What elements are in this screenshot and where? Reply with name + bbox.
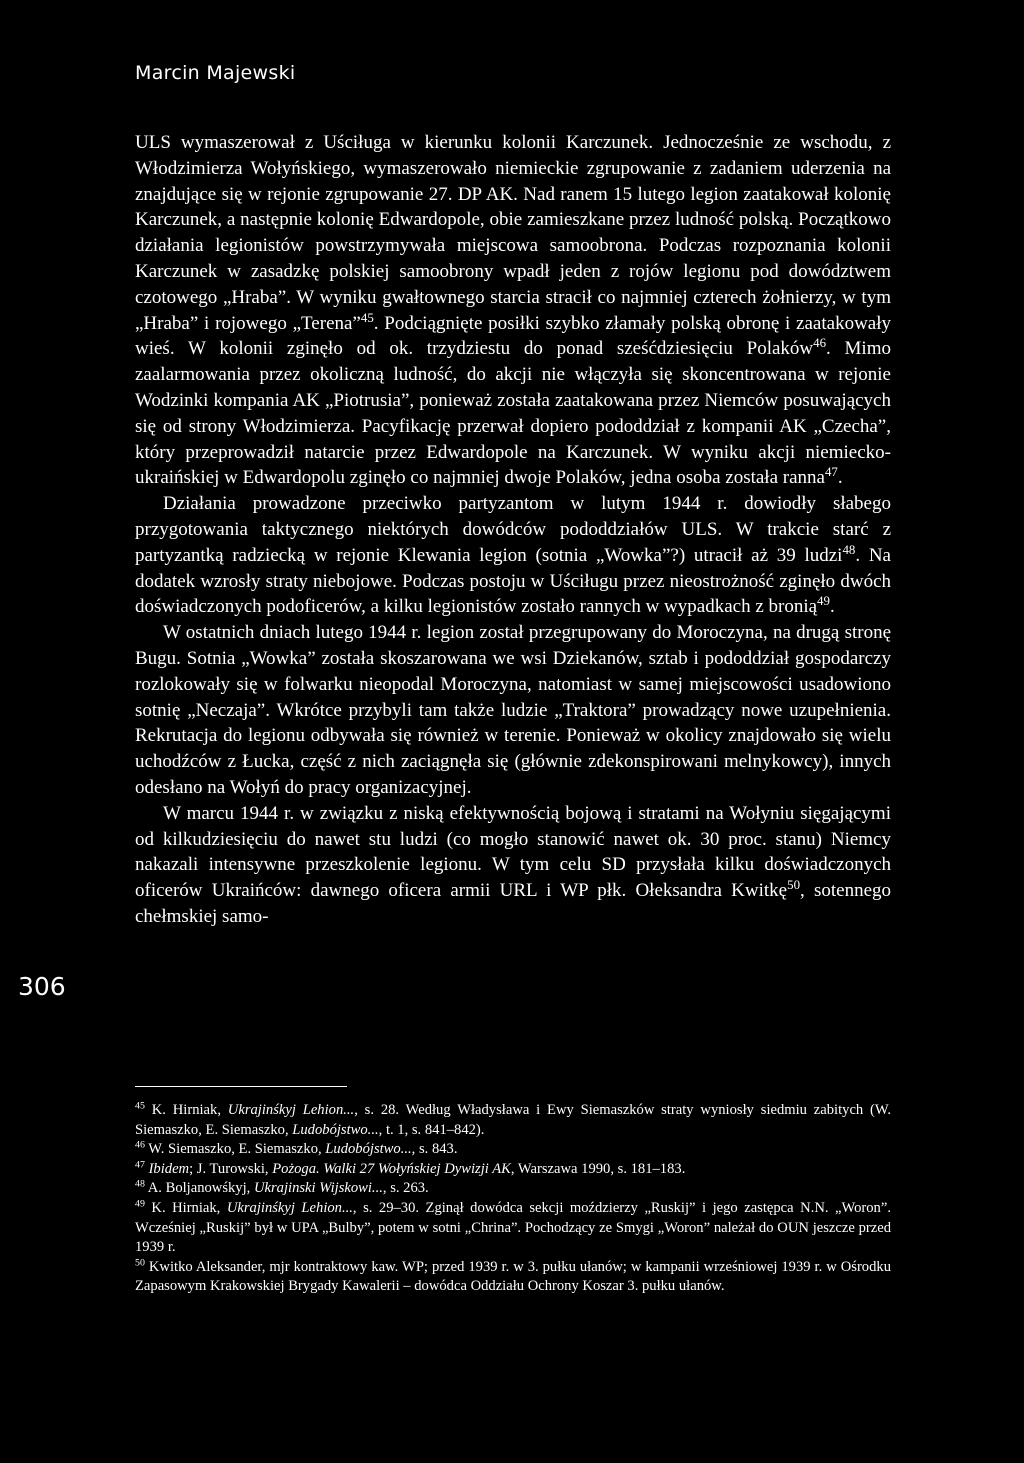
paragraph-text: W marcu 1944 r. w związku z niską efektywnością bojową i stratami na Wołyniu sięgającymi od kilkudziesięciu do nawet stu ludzi (co mogło stanowić nawet ok. 30 proc. stanu) Niemcy nakazali intensywne przeszkolenie legionu. W tym celu SD przysłała kilku doświadczonych oficerów Ukraińców: dawnego oficera armii URL i WP płk. Ołeksandra Kwitkę <box>135 802 891 902</box>
italic-title: Ukrajinśkyj Lehion... <box>227 1102 355 1118</box>
footnote-reference: 45 <box>360 309 374 325</box>
footnote <box>135 1140 891 1160</box>
paragraph-text: . Podciągnięte posiłki szybko złamały polską obronę i zaatakowały wieś. W kolonii zginęło od ok. trzydziestu do ponad sześćdziesięciu Polaków <box>135 312 892 360</box>
footnote-text: , s. 28. Według Władysława i Ewy Siemaszków straty wyniosły siedmiu zabitych (W. Siemaszko, E. Siemaszko, <box>135 1102 891 1138</box>
italic-title: Ibidem <box>148 1160 190 1177</box>
body-paragraph <box>135 130 891 491</box>
footnote-reference: 47 <box>135 1159 145 1171</box>
italic-title: Ludobójstwo... <box>325 1141 412 1158</box>
footnote-reference: 46 <box>813 335 827 351</box>
paragraph-text: . Mimo zaalarmowania przez okoliczną ludność, do akcji nie włączyła się skoncentrowana w rejonie Wodzinki kompania AK „Piotrusia”, ponieważ została zaatakowana przez Niemców posuwających się od strony Włodzimierza. Pacyfikację przerwał dopiero pododdział z kompanii AK „Czecha”, który przeprowadził natarcie przez Edwardopole na Karczunek. W wyniku akcji niemiecko-ukraińskiej w Edwardopolu zginęło co najmniej dwoje Polaków, jedna osoba została ranna <box>135 338 891 489</box>
footnote-text: , Warszawa 1990, s. 181–183. <box>510 1160 686 1177</box>
footnote-reference: 48 <box>135 1178 145 1190</box>
footnote-text: , t. 1, s. 841–842). <box>378 1121 485 1138</box>
footnote-text: Kwitko Aleksander, mjr kontraktowy kaw. WP; przed 1939 r. w 3. pułku ułanów; w kampanii wrześniowej 1939 r. w Ośrodku Zapasowym Krakowskiej Brygady Kawalerii – dowódca Oddziału Ochrony Koszar 3. pułku ułanów. <box>135 1258 891 1295</box>
body-text <box>135 130 891 930</box>
italic-title: Ludobójstwo... <box>292 1121 379 1138</box>
footnote-text: A. Boljanowśkyj, <box>144 1180 254 1197</box>
body-paragraph <box>135 620 891 801</box>
body-paragraph <box>135 801 891 930</box>
paragraph-text: ULS wymaszerował z Uściługa w kierunku kolonii Karczunek. Jednocześnie ze wschodu, z Włodzimierza Wołyńskiego, wymaszerowało niemieckie zgrupowanie z zadaniem uderzenia na znajdujące się w rejonie zgrupowanie 27. DP AK. Nad ranem 15 lutego legion zaatakował kolonię Karczunek, a następnie kolonię Edwardopole, obie zamieszkane przez ludność polską. Początkowo działania legionistów powstrzymywała miejscowa samoobrona. Podczas rozpoznania kolonii Karczunek w zasadzkę polskiej samoobrony wpadł jeden z rojów legionu pod dowództwem czotowego „Hraba”. W wyniku gwałtownego starcia stracił co najmniej czterech żołnierzy, w tym „Hraba” i rojowego „Terena” <box>135 132 891 334</box>
paragraph-text: . <box>837 467 843 489</box>
footnote-reference: 48 <box>842 541 856 557</box>
paragraph-text: Działania prowadzone przeciwko partyzantom w lutym 1944 r. dowiodły słabego przygotowania taktycznego niektórych dowódców pododdziałów ULS. W trakcie starć z partyzantką radziecką w rejonie Klewania legion (sotnia „Wowka”?) utracił aż 39 ludzi <box>135 493 891 566</box>
paragraph-text: W ostatnich dniach lutego 1944 r. legion został przegrupowany do Moroczyna, na drugą stronę Bugu. Sotnia „Wowka” została skoszarowana we wsi Dziekanów, sztab i pododdział gospodarczy rozlokowały się w folwarku nieopodal Moroczyna, natomiast w samej miejscowości usadowiono sotnię „Neczaja”. Wkrótce przybyli tam także ludzie „Traktora” prowadzący nowe uzupełnienia. Rekrutacja do legionu odbywała się również w terenie. Ponieważ w okolicy znajdowało się wielu uchodźców z Łucka, część z nich zaciągnęła się (głównie zdekonspirowani melnykowcy), innych odesłano na Wołyń do pracy organizacyjnej. <box>135 622 891 798</box>
footnote <box>135 1179 891 1199</box>
italic-title: Ukrajinśkyj Lehion... <box>226 1199 353 1216</box>
footnote-reference: 45 <box>135 1100 145 1112</box>
footnote-reference: 49 <box>817 593 830 609</box>
footnote-text: ; J. Turowski, <box>189 1160 273 1177</box>
page-number: 306 <box>18 972 66 1001</box>
footnote-text: K. Hirniak, <box>144 1102 228 1118</box>
footnote <box>135 1199 891 1258</box>
italic-title: Ukrajinski Wijskowi... <box>253 1180 383 1197</box>
running-header-author: Marcin Majewski <box>135 62 296 84</box>
footnote-text: W. Siemaszko, E. Siemaszko, <box>144 1141 326 1158</box>
footnote-reference: 46 <box>135 1139 145 1151</box>
footnote-text: , s. 263. <box>382 1180 429 1197</box>
footnote-reference: 49 <box>135 1198 145 1210</box>
paragraph-text: , sotennego chełmskiej samo- <box>135 880 892 927</box>
italic-title: Pożoga. Walki 27 Wołyńskiej Dywizji AK <box>272 1160 511 1177</box>
footnotes <box>135 1101 891 1297</box>
footnote-text: , s. 29–30. Zginął dowódca sekcji moździerzy „Ruskij” i jego zastępca N.N. „Woron”. Wcześniej „Ruskij” był w UPA „Bulby”, potem w sotni „Chrina”. Pochodzący ze Smygi „Woron” należał do OUN jeszcze przed 1939 r. <box>135 1199 891 1256</box>
footnote-reference: 50 <box>787 877 801 893</box>
footnote-reference: 50 <box>135 1257 145 1269</box>
paragraph-text: . <box>829 596 835 618</box>
footnote <box>135 1101 891 1140</box>
footnote-text: K. Hirniak, <box>144 1199 227 1216</box>
footnote-separator <box>135 1086 347 1087</box>
footnote-reference: 47 <box>824 464 838 480</box>
footnote <box>135 1160 891 1180</box>
footnote-text: , s. 843. <box>411 1141 458 1158</box>
body-paragraph <box>135 491 891 620</box>
paragraph-text: . Na dodatek wzrosły straty niebojowe. Podczas postoju w Uściługu przez nieostrożność zginęło dwóch doświadczonych podoficerów, a kilku legionistów zostało rannych w wypadkach z bronią <box>135 544 891 618</box>
footnote <box>135 1258 891 1297</box>
